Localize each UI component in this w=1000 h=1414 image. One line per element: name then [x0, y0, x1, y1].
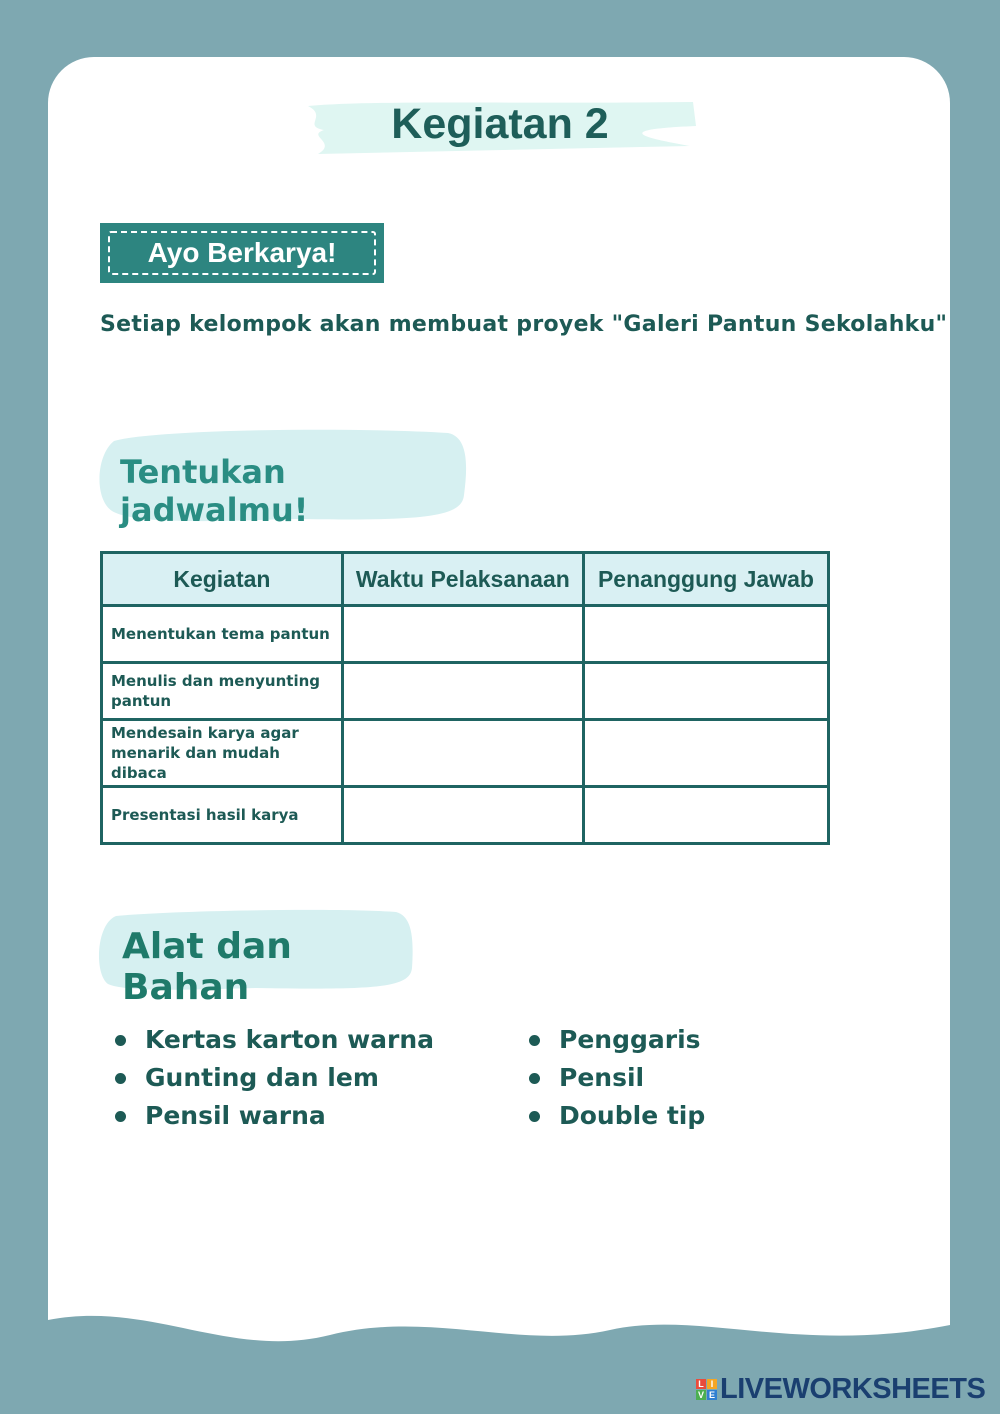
table-header-row	[102, 553, 829, 606]
schedule-heading: Tentukan jadwalmu!	[120, 453, 309, 529]
intro-text: Setiap kelompok akan membuat proyek "Galeri Pantun Sekolahku"	[100, 312, 948, 337]
list-item: Pensil warna	[111, 1097, 434, 1135]
list-item: Double tip	[525, 1097, 705, 1135]
list-item: Kertas karton warna	[111, 1021, 434, 1059]
person-cell[interactable]	[583, 663, 828, 720]
time-cell[interactable]	[342, 606, 583, 663]
tools-heading: Alat dan Bahan	[122, 926, 292, 1008]
time-cell[interactable]	[342, 720, 583, 787]
time-cell[interactable]	[342, 787, 583, 844]
table-row	[102, 606, 829, 663]
activity-cell: Mendesain karya agar menarik dan mudah dibaca	[102, 720, 343, 787]
schedule-table	[100, 551, 830, 845]
ayo-berkarya-tag	[100, 223, 384, 283]
brand-name: LIVEWORKSHEETS	[720, 1372, 986, 1405]
logo-letter-e: E	[708, 1389, 715, 1400]
time-cell[interactable]	[342, 663, 583, 720]
list-item: Penggaris	[525, 1021, 705, 1059]
person-cell[interactable]	[583, 787, 828, 844]
list-item: Pensil	[525, 1059, 705, 1097]
tools-list-left	[111, 1021, 434, 1135]
tools-heading-blob	[96, 908, 414, 1008]
tag-label: Ayo Berkarya!	[108, 231, 376, 275]
activity-cell: Menulis dan menyunting pantun	[102, 663, 343, 720]
person-cell[interactable]	[583, 720, 828, 787]
table-row	[102, 663, 829, 720]
liveworksheets-logo-icon	[696, 1379, 717, 1400]
header-waktu: Waktu Pelaksanaan	[342, 553, 583, 606]
page-title: Kegiatan 2	[391, 100, 609, 148]
person-cell[interactable]	[583, 606, 828, 663]
table-row	[102, 720, 829, 787]
activity-cell: Menentukan tema pantun	[102, 606, 343, 663]
schedule-heading-blob	[96, 425, 470, 529]
logo-letter-v: V	[697, 1389, 704, 1400]
table-row	[102, 787, 829, 844]
logo-letter-l: L	[696, 1379, 706, 1389]
header-penanggung-jawab: Penanggung Jawab	[583, 553, 828, 606]
activity-cell: Presentasi hasil karya	[102, 787, 343, 844]
list-item: Gunting dan lem	[111, 1059, 434, 1097]
liveworksheets-brand	[696, 1374, 985, 1404]
logo-letter-i: I	[707, 1379, 717, 1389]
header-kegiatan: Kegiatan	[102, 553, 343, 606]
tools-list-right	[525, 1021, 705, 1135]
